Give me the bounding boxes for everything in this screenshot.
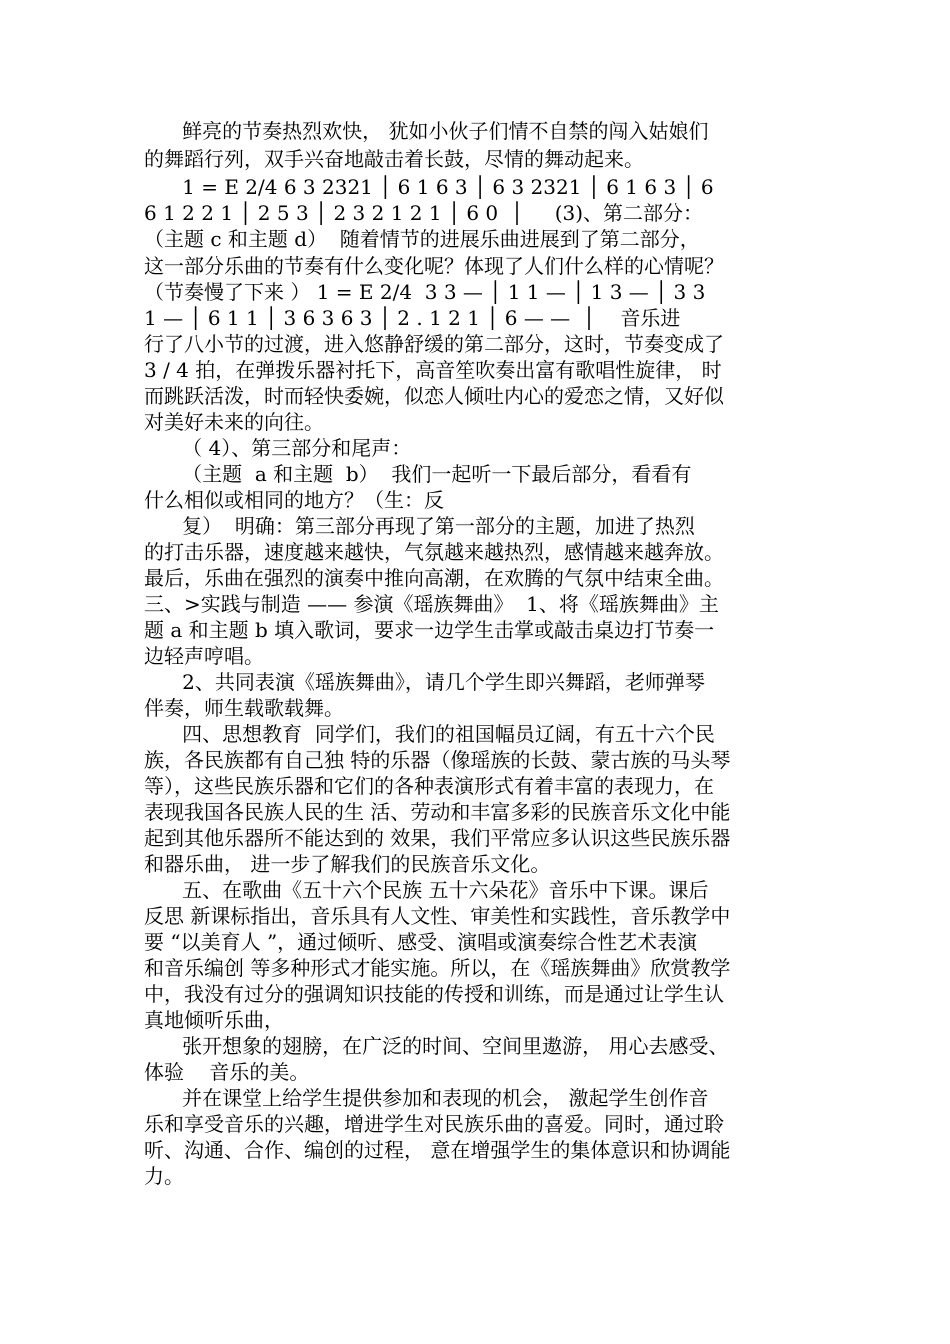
text-line: 行了八小节的过渡，进入悠静舒缓的第二部分，这时，节奏变成了 (144, 332, 724, 356)
text-line: （节奏慢了下来 ） 1 = E 2/4 3 3 — │ 1 1 — │ 1 3 — │ 3 3 (144, 280, 706, 304)
text-line: 的舞蹈行列，双手兴奋地敲击着长鼓，尽情的舞动起来。 (144, 147, 644, 171)
text-line: 等），这些民族乐器和它们的各种表演形式有着丰富的表现力，在 (144, 774, 714, 798)
text-line: 三、>实践与制造 —— 参演《瑶族舞曲》 1、将《瑶族舞曲》主 (144, 592, 719, 616)
text-line: 6 1 2 2 1 │ 2 5 3 │ 2 3 2 1 2 1 │ 6 0 │ (3)、第二部分： (144, 201, 704, 225)
text-line: 1 — │ 6 1 1 │ 3 6 3 6 3 │ 2 . 1 2 1 │ 6 — — │ 音乐进 (144, 306, 681, 330)
text-line: 体验 音乐的美。 (144, 1060, 310, 1084)
text-line: 起到其他乐器所不能达到的 效果，我们平常应多认识这些民族乐器 (144, 826, 731, 850)
text-line: （主题 a 和主题 b） 我们一起听一下最后部分，看看有 (144, 462, 692, 486)
text-line: 要 “以美育人 ”，通过倾听、感受、演唱或演奏综合性艺术表演 (144, 930, 698, 954)
text-line: 什么相似或相同的地方？（生：反 (144, 488, 444, 512)
text-line: 真地倾听乐曲， (144, 1008, 284, 1032)
text-line: 对美好未来的向往。 (144, 410, 324, 434)
text-line: 和音乐编创 等多种形式才能实施。所以，在《瑶族舞曲》欣赏教学 (144, 956, 731, 980)
text-line: 听、沟通、合作、编创的过程， 意在增强学生的集体意识和协调能 (144, 1138, 731, 1162)
text-line: 和器乐曲， 进一步了解我们的民族音乐文化。 (144, 852, 551, 876)
text-line: 1 = E 2/4 6 3 2321 │ 6 1 6 3 │ 6 3 2321 │ 6 1 6 3 │ 6 (144, 175, 714, 199)
text-line: 反思 新课标指出，音乐具有人文性、审美性和实践性，音乐教学中 (144, 904, 731, 928)
text-line: 这一部分乐曲的节奏有什么变化呢？体现了人们什么样的心情呢？ (144, 254, 724, 278)
text-line: （ 4）、第三部分和尾声： (144, 436, 412, 460)
text-line: 表现我国各民族人民的生 活、劳动和丰富多彩的民族音乐文化中能 (144, 800, 731, 824)
text-line: 族，各民族都有自己独 特的乐器（像瑶族的长鼓、蒙古族的马头琴 (144, 748, 731, 772)
text-line: 四、思想教育 同学们，我们的祖国幅员辽阔，有五十六个民 (144, 722, 715, 746)
text-line: 3 / 4 拍，在弹拨乐器衬托下，高音笙吹奏出富有歌唱性旋律， 时 (144, 358, 722, 382)
text-line: 鲜亮的节奏热烈欢快， 犹如小伙子们情不自禁的闯入姑娘们 (144, 119, 709, 143)
text-line: 伴奏，师生载歌载舞。 (144, 696, 344, 720)
text-line: 力。 (144, 1164, 184, 1188)
text-line: 张开想象的翅膀，在广泛的时间、空间里遨游， 用心去感受、 (144, 1034, 729, 1058)
text-line: 题 a 和主题 b 填入歌词，要求一边学生击掌或敲击桌边打节奏一 (144, 618, 715, 642)
text-line: 而跳跃活泼，时而轻快委婉，似恋人倾吐内心的爱恋之情，又好似 (144, 384, 724, 408)
text-line: 中，我没有过分的强调知识技能的传授和训练，而是通过让学生认 (144, 982, 724, 1006)
text-line: 边轻声哼唱。 (144, 644, 264, 668)
text-line: 2、共同表演《瑶族舞曲》，请几个学生即兴舞蹈，老师弹琴 (144, 670, 705, 694)
text-line: 乐和享受音乐的兴趣，增进学生对民族乐曲的喜爱。同时，通过聆 (144, 1112, 724, 1136)
text-line: 最后，乐曲在强烈的演奏中推向高潮，在欢腾的气氛中结束全曲。 (144, 566, 724, 590)
text-line: 的打击乐器，速度越来越快，气氛越来越热烈，感情越来越奔放。 (144, 540, 724, 564)
text-line: 复） 明确：第三部分再现了第一部分的主题，加进了热烈 (144, 514, 695, 538)
text-line: 并在课堂上给学生提供参加和表现的机会， 激起学生创作音 (144, 1086, 709, 1110)
text-line: 五、在歌曲《五十六个民族 五十六朵花》音乐中下课。课后 (144, 878, 709, 902)
text-line: （主题 c 和主题 d） 随着情节的进展乐曲进展到了第二部分， (144, 227, 700, 251)
